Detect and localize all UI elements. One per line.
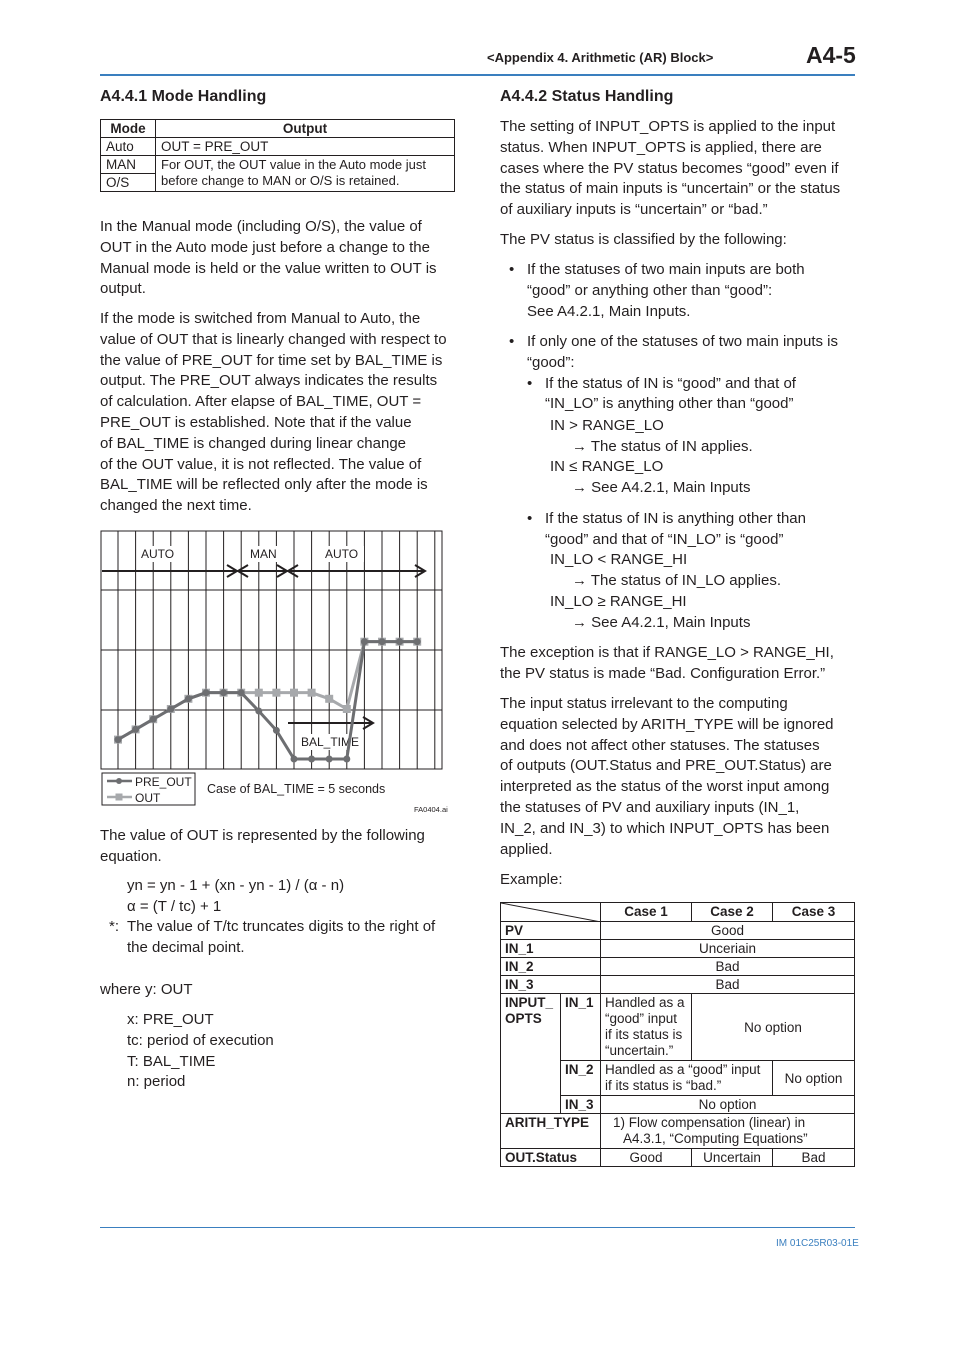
cell-value: No option <box>692 994 855 1061</box>
equation-1: yn = yn - 1 + (xn - yn - 1) / (α - n) <box>127 877 345 894</box>
output-col-header: Output <box>156 120 455 138</box>
mode-label-auto: AUTO <box>141 547 175 561</box>
data-point-pre-out <box>185 695 192 702</box>
data-point-pre-out <box>361 638 368 645</box>
row-label: ARITH_TYPE <box>501 1114 601 1149</box>
data-point-pre-out <box>255 708 262 715</box>
right-para-4: The input status irrelevant to the computing equation selected by ARITH_TYPE will be ignored and does not affect other statuses. The statuses of outputs (OUT.Status and PRE_OUT.Status) are interpreted as the status of the worst input among the statuses of PV and auxiliary inputs (IN_1, IN_2, and IN_3) to which INPUT_OPTS has been applied. <box>500 695 834 858</box>
legend-pre-out-marker <box>116 778 122 784</box>
mode-label-auto: AUTO <box>325 547 359 561</box>
example-label: Example: <box>500 871 563 888</box>
sub-row-label: IN_1 <box>561 994 601 1061</box>
data-point-pre-out <box>414 638 421 645</box>
cell-value: Bad <box>601 958 855 976</box>
series-line-pre-out <box>118 642 417 759</box>
data-point-out <box>290 689 298 697</box>
output-cell: OUT = PRE_OUT <box>156 138 455 156</box>
left-para-1: In the Manual mode (including O/S), the value of OUT in the Auto mode just before a change to the Manual mode is held or the value written to OUT is output. <box>100 218 437 298</box>
cell-value: No option <box>601 1096 855 1114</box>
data-point-pre-out <box>396 638 403 645</box>
data-point-out <box>325 695 333 703</box>
heading-status-handling: A4.4.2 Status Handling <box>500 88 674 105</box>
example-table <box>500 902 855 1167</box>
cell-value: Good <box>601 922 855 940</box>
case-header: Case 1 <box>601 903 692 922</box>
row-label: IN_1 <box>501 940 601 958</box>
cell-value: Handled as a “good” input if its status is “uncertain.” <box>601 994 692 1061</box>
cell-value: Good <box>601 1149 692 1167</box>
data-point-pre-out <box>115 736 122 743</box>
cell-value: 1) Flow compensation (linear) in A4.3.1, “Computing Equations” <box>601 1114 855 1149</box>
pv-status-list <box>500 332 860 415</box>
data-point-pre-out <box>167 706 174 713</box>
legend-out-marker <box>116 794 123 801</box>
condition: IN > RANGE_LO <box>550 417 664 434</box>
row-label-input-opts: INPUT_ OPTS <box>501 994 561 1114</box>
mode-label-man: MAN <box>250 547 277 561</box>
sub-list-item: • If the status of IN is anything other than “good” and that of “IN_LO” is “good” <box>500 509 860 551</box>
data-point-pre-out <box>238 689 245 696</box>
note-mark: *: <box>109 918 120 935</box>
equation-block <box>127 876 457 918</box>
result: → The status of IN applies. <box>572 438 753 455</box>
data-point-pre-out <box>220 689 227 696</box>
corner-cell <box>501 903 601 922</box>
row-label: IN_3 <box>501 976 601 994</box>
right-para-1: The setting of INPUT_OPTS is applied to the input status. When INPUT_OPTS is applied, there are cases where the PV status becomes “good” even if the status of main inputs is “uncertain” or the status of auxiliary inputs is “uncertain” or “bad.” <box>500 118 841 219</box>
left-para-3: The value of OUT is represented by the following equation. <box>100 827 425 865</box>
figure-caption: Case of BAL_TIME = 5 seconds <box>207 782 386 796</box>
data-point-out <box>308 689 316 697</box>
list-item: • If only one of the statuses of two main inputs is “good”: <box>500 332 860 374</box>
result: → See A4.2.1, Main Inputs <box>572 479 751 496</box>
condition: IN_LO ≥ RANGE_HI <box>550 593 687 610</box>
row-label: OUT.Status <box>501 1149 601 1167</box>
document-id: IM 01C25R03-01E <box>776 1238 859 1249</box>
mode-cell: MAN <box>101 156 156 174</box>
cell-value: Handled as a “good” input if its status is “bad.” <box>601 1061 773 1096</box>
mode-cell: O/S <box>101 174 156 192</box>
sub-list-item: • If the status of IN is “good” and that of “IN_LO” is anything other than “good” <box>500 374 860 416</box>
heading-mode-handling: A4.4.1 Mode Handling <box>100 88 267 105</box>
note-text: The value of T/tc truncates digits to the right of the decimal point. <box>127 918 436 956</box>
figure-id: FA0404.ai <box>414 805 448 814</box>
page-number: A4-5 <box>806 42 856 68</box>
data-point-pre-out <box>291 755 298 762</box>
row-label: PV <box>501 922 601 940</box>
cell-value: No option <box>773 1061 855 1096</box>
output-cell: For OUT, the OUT value in the Auto mode just before change to MAN or O/S is retained. <box>156 156 455 192</box>
right-para-3: The exception is that if RANGE_LO > RANGE_HI, the PV status is made “Bad. Configuration Error.” <box>500 644 834 682</box>
data-point-pre-out <box>203 689 210 696</box>
mode-cell: Auto <box>101 138 156 156</box>
footer-rule <box>100 1227 855 1228</box>
series-line-out <box>118 642 417 740</box>
bal-time-label: BAL_TIME <box>301 735 360 749</box>
list-item: • If the statuses of two main inputs are both “good” or anything other than “good”: See A4.2.1, Main Inputs. <box>500 260 860 322</box>
data-point-pre-out <box>273 727 280 734</box>
left-para-2: If the mode is switched from Manual to Auto, the value of OUT that is linearly changed with respect to the value of PRE_OUT for time set by BAL_TIME is output. The PRE_OUT always indicates the results of calculation. After elapse of BAL_TIME, OUT = PRE_OUT is established. Note that if the value of BAL_TIME is changed during linear change of the OUT value, it is not reflected. The value of BAL_TIME will be reflected only after the mode is changed the next time. <box>100 310 447 515</box>
data-point-pre-out <box>343 755 350 762</box>
header-rule <box>100 74 855 76</box>
result: → See A4.2.1, Main Inputs <box>572 614 751 631</box>
data-point-out <box>343 705 351 713</box>
legend-out-label: OUT <box>135 791 161 805</box>
data-point-pre-out <box>150 716 157 723</box>
equation-2: α = (T / tc) + 1 <box>127 897 222 915</box>
cell-value: Unceriain <box>601 940 855 958</box>
definition-list: x: PRE_OUT tc: period of execution T: BAL_TIME n: period <box>127 1011 274 1091</box>
data-point-out <box>272 689 280 697</box>
header-section-title: <Appendix 4. Arithmetic (AR) Block> <box>487 50 714 65</box>
sub-row-label: IN_2 <box>561 1061 601 1096</box>
legend-pre-out-label: PRE_OUT <box>135 775 192 789</box>
data-point-pre-out <box>308 755 315 762</box>
data-point-out <box>255 689 263 697</box>
cell-value: Bad <box>601 976 855 994</box>
data-point-pre-out <box>379 638 386 645</box>
cell-value: Bad <box>773 1149 855 1167</box>
row-label: IN_2 <box>501 958 601 976</box>
bal-time-figure <box>100 530 456 820</box>
diagonal-line <box>501 903 601 922</box>
case-header: Case 3 <box>773 903 855 922</box>
pv-status-sublist <box>500 509 860 551</box>
pv-status-list <box>500 260 860 322</box>
right-para-2: The PV status is classified by the following: <box>500 231 787 248</box>
mode-col-header: Mode <box>101 120 156 138</box>
where-label: where y: OUT <box>100 981 193 998</box>
mode-table <box>100 119 455 192</box>
condition: IN ≤ RANGE_LO <box>550 458 664 475</box>
condition: IN_LO < RANGE_HI <box>550 551 688 568</box>
data-point-pre-out <box>132 726 139 733</box>
cell-value: Uncertain <box>692 1149 773 1167</box>
sub-row-label: IN_3 <box>561 1096 601 1114</box>
plot-area <box>114 638 421 763</box>
result: → The status of IN_LO applies. <box>572 572 781 589</box>
case-header: Case 2 <box>692 903 773 922</box>
data-point-pre-out <box>326 755 333 762</box>
